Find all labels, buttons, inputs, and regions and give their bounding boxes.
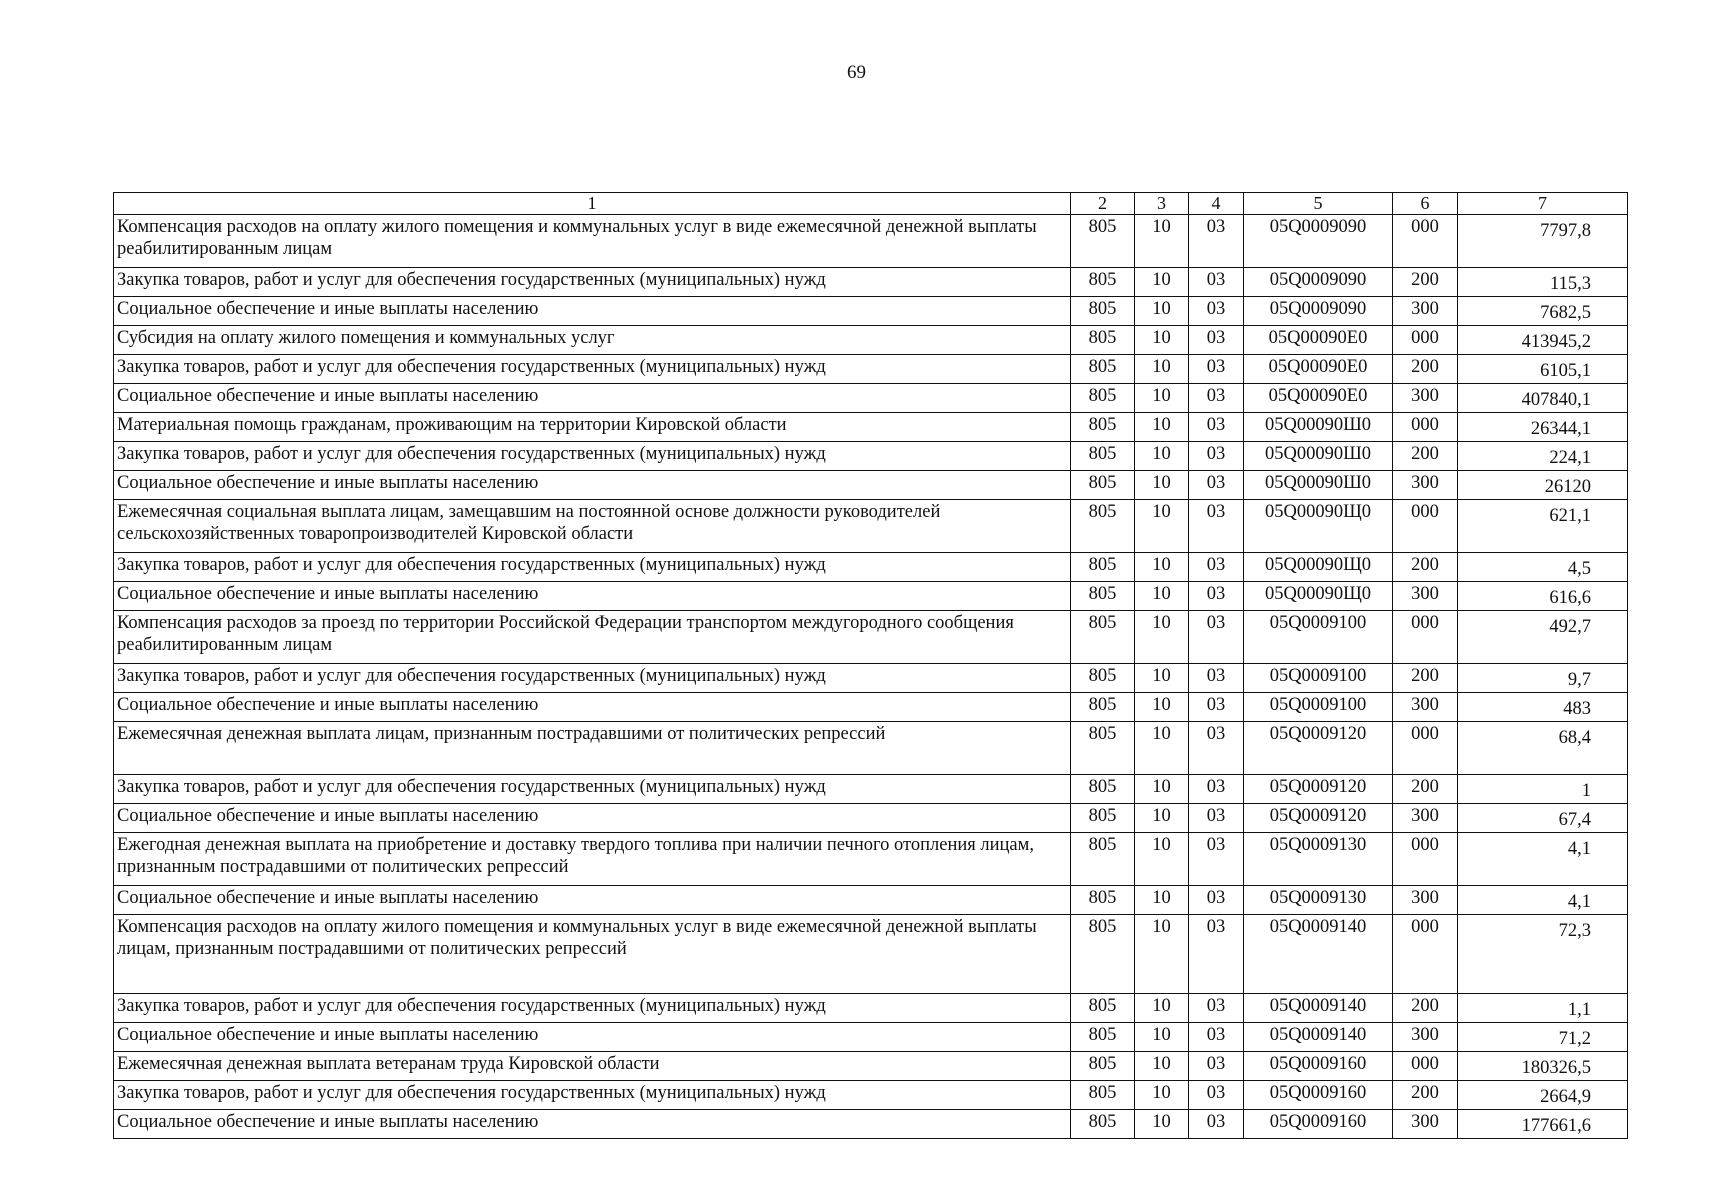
grbs-code-cell: 805 — [1071, 384, 1135, 413]
expense-name-cell: Социальное обеспечение и иные выплаты населению — [114, 1110, 1071, 1139]
table-row — [114, 500, 1628, 553]
grbs-code-cell: 805 — [1071, 664, 1135, 693]
expense-name-cell: Закупка товаров, работ и услуг для обеспечения государственных (муниципальных) нужд — [114, 1081, 1071, 1110]
target-article-cell: 05Q00090Е0 — [1244, 355, 1393, 384]
grbs-code-cell: 805 — [1071, 582, 1135, 611]
section-code-cell: 10 — [1135, 1081, 1189, 1110]
grbs-code-cell: 805 — [1071, 326, 1135, 355]
table-row — [114, 886, 1628, 915]
expense-type-cell: 000 — [1393, 833, 1458, 886]
grbs-code-cell: 805 — [1071, 297, 1135, 326]
grbs-code-cell: 805 — [1071, 268, 1135, 297]
subsection-code-cell: 03 — [1189, 355, 1244, 384]
expense-type-cell: 300 — [1393, 693, 1458, 722]
section-code-cell: 10 — [1135, 775, 1189, 804]
expense-type-cell: 000 — [1393, 722, 1458, 775]
amount-cell: 115,3 — [1458, 268, 1628, 297]
expense-name-cell: Компенсация расходов на оплату жилого помещения и коммунальных услуг в виде ежемесячной денежной выплаты лицам, признанным пострадавшими от политических репрессий — [114, 915, 1071, 994]
subsection-code-cell: 03 — [1189, 611, 1244, 664]
expense-type-cell: 200 — [1393, 664, 1458, 693]
target-article-cell: 05Q0009120 — [1244, 775, 1393, 804]
table-row — [114, 915, 1628, 994]
expense-type-cell: 000 — [1393, 915, 1458, 994]
subsection-code-cell: 03 — [1189, 215, 1244, 268]
table-row — [114, 413, 1628, 442]
section-code-cell: 10 — [1135, 442, 1189, 471]
table-row — [114, 611, 1628, 664]
section-code-cell: 10 — [1135, 693, 1189, 722]
amount-cell: 68,4 — [1458, 722, 1628, 775]
table-body — [114, 215, 1628, 1139]
expense-type-cell: 200 — [1393, 994, 1458, 1023]
section-code-cell: 10 — [1135, 471, 1189, 500]
expense-name-cell: Закупка товаров, работ и услуг для обеспечения государственных (муниципальных) нужд — [114, 775, 1071, 804]
expense-type-cell: 300 — [1393, 384, 1458, 413]
col-header-1: 1 — [114, 193, 1071, 215]
expense-name-cell: Закупка товаров, работ и услуг для обеспечения государственных (муниципальных) нужд — [114, 664, 1071, 693]
col-header-7: 7 — [1458, 193, 1628, 215]
target-article-cell: 05Q0009160 — [1244, 1081, 1393, 1110]
amount-cell: 621,1 — [1458, 500, 1628, 553]
expense-type-cell: 300 — [1393, 1110, 1458, 1139]
section-code-cell: 10 — [1135, 722, 1189, 775]
expense-type-cell: 300 — [1393, 804, 1458, 833]
section-code-cell: 10 — [1135, 833, 1189, 886]
target-article-cell: 05Q0009090 — [1244, 268, 1393, 297]
expense-name-cell: Закупка товаров, работ и услуг для обеспечения государственных (муниципальных) нужд — [114, 994, 1071, 1023]
target-article-cell: 05Q00090Щ0 — [1244, 553, 1393, 582]
table-row — [114, 215, 1628, 268]
expense-type-cell: 300 — [1393, 582, 1458, 611]
amount-cell: 9,7 — [1458, 664, 1628, 693]
table-row — [114, 582, 1628, 611]
target-article-cell: 05Q0009120 — [1244, 804, 1393, 833]
target-article-cell: 05Q0009090 — [1244, 215, 1393, 268]
amount-cell: 413945,2 — [1458, 326, 1628, 355]
subsection-code-cell: 03 — [1189, 804, 1244, 833]
expense-type-cell: 200 — [1393, 553, 1458, 582]
table-row — [114, 268, 1628, 297]
subsection-code-cell: 03 — [1189, 1052, 1244, 1081]
table-row — [114, 553, 1628, 582]
grbs-code-cell: 805 — [1071, 994, 1135, 1023]
target-article-cell: 05Q00090Ш0 — [1244, 442, 1393, 471]
amount-cell: 1,1 — [1458, 994, 1628, 1023]
table-row — [114, 1023, 1628, 1052]
section-code-cell: 10 — [1135, 915, 1189, 994]
expense-name-cell: Закупка товаров, работ и услуг для обеспечения государственных (муниципальных) нужд — [114, 355, 1071, 384]
table-row — [114, 994, 1628, 1023]
amount-cell: 67,4 — [1458, 804, 1628, 833]
amount-cell: 7682,5 — [1458, 297, 1628, 326]
table-row — [114, 1081, 1628, 1110]
section-code-cell: 10 — [1135, 804, 1189, 833]
expense-type-cell: 000 — [1393, 500, 1458, 553]
target-article-cell: 05Q0009140 — [1244, 994, 1393, 1023]
section-code-cell: 10 — [1135, 582, 1189, 611]
col-header-4: 4 — [1189, 193, 1244, 215]
expense-type-cell: 200 — [1393, 268, 1458, 297]
grbs-code-cell: 805 — [1071, 611, 1135, 664]
table-row — [114, 775, 1628, 804]
grbs-code-cell: 805 — [1071, 886, 1135, 915]
subsection-code-cell: 03 — [1189, 1023, 1244, 1052]
grbs-code-cell: 805 — [1071, 215, 1135, 268]
amount-cell: 26344,1 — [1458, 413, 1628, 442]
expense-type-cell: 000 — [1393, 326, 1458, 355]
expense-type-cell: 000 — [1393, 611, 1458, 664]
expense-name-cell: Социальное обеспечение и иные выплаты населению — [114, 693, 1071, 722]
section-code-cell: 10 — [1135, 611, 1189, 664]
expense-name-cell: Закупка товаров, работ и услуг для обеспечения государственных (муниципальных) нужд — [114, 553, 1071, 582]
expense-name-cell: Закупка товаров, работ и услуг для обеспечения государственных (муниципальных) нужд — [114, 268, 1071, 297]
expense-name-cell: Ежемесячная денежная выплата лицам, признанным пострадавшими от политических репрессий — [114, 722, 1071, 775]
amount-cell: 492,7 — [1458, 611, 1628, 664]
target-article-cell: 05Q0009130 — [1244, 886, 1393, 915]
section-code-cell: 10 — [1135, 500, 1189, 553]
grbs-code-cell: 805 — [1071, 1110, 1135, 1139]
grbs-code-cell: 805 — [1071, 693, 1135, 722]
target-article-cell: 05Q0009160 — [1244, 1052, 1393, 1081]
amount-cell: 224,1 — [1458, 442, 1628, 471]
grbs-code-cell: 805 — [1071, 442, 1135, 471]
subsection-code-cell: 03 — [1189, 775, 1244, 804]
section-code-cell: 10 — [1135, 994, 1189, 1023]
subsection-code-cell: 03 — [1189, 384, 1244, 413]
amount-cell: 177661,6 — [1458, 1110, 1628, 1139]
grbs-code-cell: 805 — [1071, 1081, 1135, 1110]
target-article-cell: 05Q00090Е0 — [1244, 384, 1393, 413]
amount-cell: 72,3 — [1458, 915, 1628, 994]
expense-name-cell: Социальное обеспечение и иные выплаты населению — [114, 384, 1071, 413]
page-number: 69 — [847, 62, 866, 83]
col-header-6: 6 — [1393, 193, 1458, 215]
table-row — [114, 355, 1628, 384]
table-row — [114, 693, 1628, 722]
expense-type-cell: 000 — [1393, 215, 1458, 268]
subsection-code-cell: 03 — [1189, 833, 1244, 886]
table-row — [114, 1110, 1628, 1139]
table-row — [114, 664, 1628, 693]
target-article-cell: 05Q0009140 — [1244, 1023, 1393, 1052]
expense-name-cell: Закупка товаров, работ и услуг для обеспечения государственных (муниципальных) нужд — [114, 442, 1071, 471]
table-row — [114, 326, 1628, 355]
section-code-cell: 10 — [1135, 553, 1189, 582]
expense-name-cell: Компенсация расходов на оплату жилого помещения и коммунальных услуг в виде ежемесячной денежной выплаты реабилитированным лицам — [114, 215, 1071, 268]
expense-name-cell: Социальное обеспечение и иные выплаты населению — [114, 804, 1071, 833]
subsection-code-cell: 03 — [1189, 886, 1244, 915]
amount-cell: 180326,5 — [1458, 1052, 1628, 1081]
expense-type-cell: 300 — [1393, 1023, 1458, 1052]
grbs-code-cell: 805 — [1071, 722, 1135, 775]
target-article-cell: 05Q00090Ш0 — [1244, 413, 1393, 442]
expense-type-cell: 200 — [1393, 355, 1458, 384]
grbs-code-cell: 805 — [1071, 355, 1135, 384]
section-code-cell: 10 — [1135, 1110, 1189, 1139]
expense-name-cell: Социальное обеспечение и иные выплаты населению — [114, 582, 1071, 611]
amount-cell: 483 — [1458, 693, 1628, 722]
expense-name-cell: Ежемесячная социальная выплата лицам, замещавшим на постоянной основе должности руководителей сельскохозяйственных товаропроизводителей Кировской области — [114, 500, 1071, 553]
subsection-code-cell: 03 — [1189, 693, 1244, 722]
expense-name-cell: Компенсация расходов за проезд по территории Российской Федерации транспортом междугородного сообщения реабилитированным лицам — [114, 611, 1071, 664]
grbs-code-cell: 805 — [1071, 915, 1135, 994]
expense-type-cell: 200 — [1393, 775, 1458, 804]
table-row — [114, 384, 1628, 413]
subsection-code-cell: 03 — [1189, 326, 1244, 355]
amount-cell: 6105,1 — [1458, 355, 1628, 384]
subsection-code-cell: 03 — [1189, 1081, 1244, 1110]
expense-type-cell: 000 — [1393, 413, 1458, 442]
expense-name-cell: Социальное обеспечение и иные выплаты населению — [114, 297, 1071, 326]
section-code-cell: 10 — [1135, 355, 1189, 384]
amount-cell: 71,2 — [1458, 1023, 1628, 1052]
section-code-cell: 10 — [1135, 384, 1189, 413]
expense-type-cell: 200 — [1393, 442, 1458, 471]
target-article-cell: 05Q0009130 — [1244, 833, 1393, 886]
expense-name-cell: Социальное обеспечение и иные выплаты населению — [114, 1023, 1071, 1052]
subsection-code-cell: 03 — [1189, 664, 1244, 693]
table-row — [114, 471, 1628, 500]
grbs-code-cell: 805 — [1071, 413, 1135, 442]
amount-cell: 4,1 — [1458, 886, 1628, 915]
grbs-code-cell: 805 — [1071, 500, 1135, 553]
amount-cell: 616,6 — [1458, 582, 1628, 611]
amount-cell: 1 — [1458, 775, 1628, 804]
expense-name-cell: Субсидия на оплату жилого помещения и коммунальных услуг — [114, 326, 1071, 355]
grbs-code-cell: 805 — [1071, 775, 1135, 804]
expense-name-cell: Ежегодная денежная выплата на приобретение и доставку твердого топлива при наличии печного отопления лицам, признанным пострадавшими от политических репрессий — [114, 833, 1071, 886]
target-article-cell: 05Q00090Ш0 — [1244, 471, 1393, 500]
amount-cell: 7797,8 — [1458, 215, 1628, 268]
section-code-cell: 10 — [1135, 413, 1189, 442]
amount-cell: 4,5 — [1458, 553, 1628, 582]
expense-type-cell: 200 — [1393, 1081, 1458, 1110]
target-article-cell: 05Q00090Е0 — [1244, 326, 1393, 355]
subsection-code-cell: 03 — [1189, 915, 1244, 994]
amount-cell: 407840,1 — [1458, 384, 1628, 413]
expense-type-cell: 000 — [1393, 1052, 1458, 1081]
grbs-code-cell: 805 — [1071, 553, 1135, 582]
subsection-code-cell: 03 — [1189, 500, 1244, 553]
target-article-cell: 05Q0009120 — [1244, 722, 1393, 775]
table-row — [114, 442, 1628, 471]
expense-type-cell: 300 — [1393, 297, 1458, 326]
subsection-code-cell: 03 — [1189, 582, 1244, 611]
section-code-cell: 10 — [1135, 1052, 1189, 1081]
target-article-cell: 05Q00090Щ0 — [1244, 500, 1393, 553]
expense-name-cell: Социальное обеспечение и иные выплаты населению — [114, 886, 1071, 915]
subsection-code-cell: 03 — [1189, 722, 1244, 775]
grbs-code-cell: 805 — [1071, 833, 1135, 886]
subsection-code-cell: 03 — [1189, 442, 1244, 471]
grbs-code-cell: 805 — [1071, 1052, 1135, 1081]
target-article-cell: 05Q0009100 — [1244, 664, 1393, 693]
section-code-cell: 10 — [1135, 215, 1189, 268]
target-article-cell: 05Q0009160 — [1244, 1110, 1393, 1139]
table-row — [114, 833, 1628, 886]
subsection-code-cell: 03 — [1189, 553, 1244, 582]
section-code-cell: 10 — [1135, 326, 1189, 355]
table-row — [114, 297, 1628, 326]
grbs-code-cell: 805 — [1071, 804, 1135, 833]
section-code-cell: 10 — [1135, 297, 1189, 326]
section-code-cell: 10 — [1135, 268, 1189, 297]
subsection-code-cell: 03 — [1189, 297, 1244, 326]
expense-name-cell: Социальное обеспечение и иные выплаты населению — [114, 471, 1071, 500]
subsection-code-cell: 03 — [1189, 471, 1244, 500]
budget-table — [113, 192, 1628, 1139]
expense-name-cell: Ежемесячная денежная выплата ветеранам труда Кировской области — [114, 1052, 1071, 1081]
expense-type-cell: 300 — [1393, 886, 1458, 915]
col-header-3: 3 — [1135, 193, 1189, 215]
col-header-2: 2 — [1071, 193, 1135, 215]
table-row — [114, 1052, 1628, 1081]
target-article-cell: 05Q0009100 — [1244, 611, 1393, 664]
grbs-code-cell: 805 — [1071, 1023, 1135, 1052]
col-header-5: 5 — [1244, 193, 1393, 215]
amount-cell: 26120 — [1458, 471, 1628, 500]
section-code-cell: 10 — [1135, 1023, 1189, 1052]
target-article-cell: 05Q0009090 — [1244, 297, 1393, 326]
target-article-cell: 05Q00090Щ0 — [1244, 582, 1393, 611]
expense-type-cell: 300 — [1393, 471, 1458, 500]
expense-name-cell: Материальная помощь гражданам, проживающим на территории Кировской области — [114, 413, 1071, 442]
amount-cell: 2664,9 — [1458, 1081, 1628, 1110]
section-code-cell: 10 — [1135, 886, 1189, 915]
grbs-code-cell: 805 — [1071, 471, 1135, 500]
table-row — [114, 804, 1628, 833]
subsection-code-cell: 03 — [1189, 268, 1244, 297]
target-article-cell: 05Q0009100 — [1244, 693, 1393, 722]
subsection-code-cell: 03 — [1189, 1110, 1244, 1139]
subsection-code-cell: 03 — [1189, 413, 1244, 442]
table-row — [114, 722, 1628, 775]
target-article-cell: 05Q0009140 — [1244, 915, 1393, 994]
subsection-code-cell: 03 — [1189, 994, 1244, 1023]
section-code-cell: 10 — [1135, 664, 1189, 693]
amount-cell: 4,1 — [1458, 833, 1628, 886]
table-header-row — [114, 193, 1628, 215]
